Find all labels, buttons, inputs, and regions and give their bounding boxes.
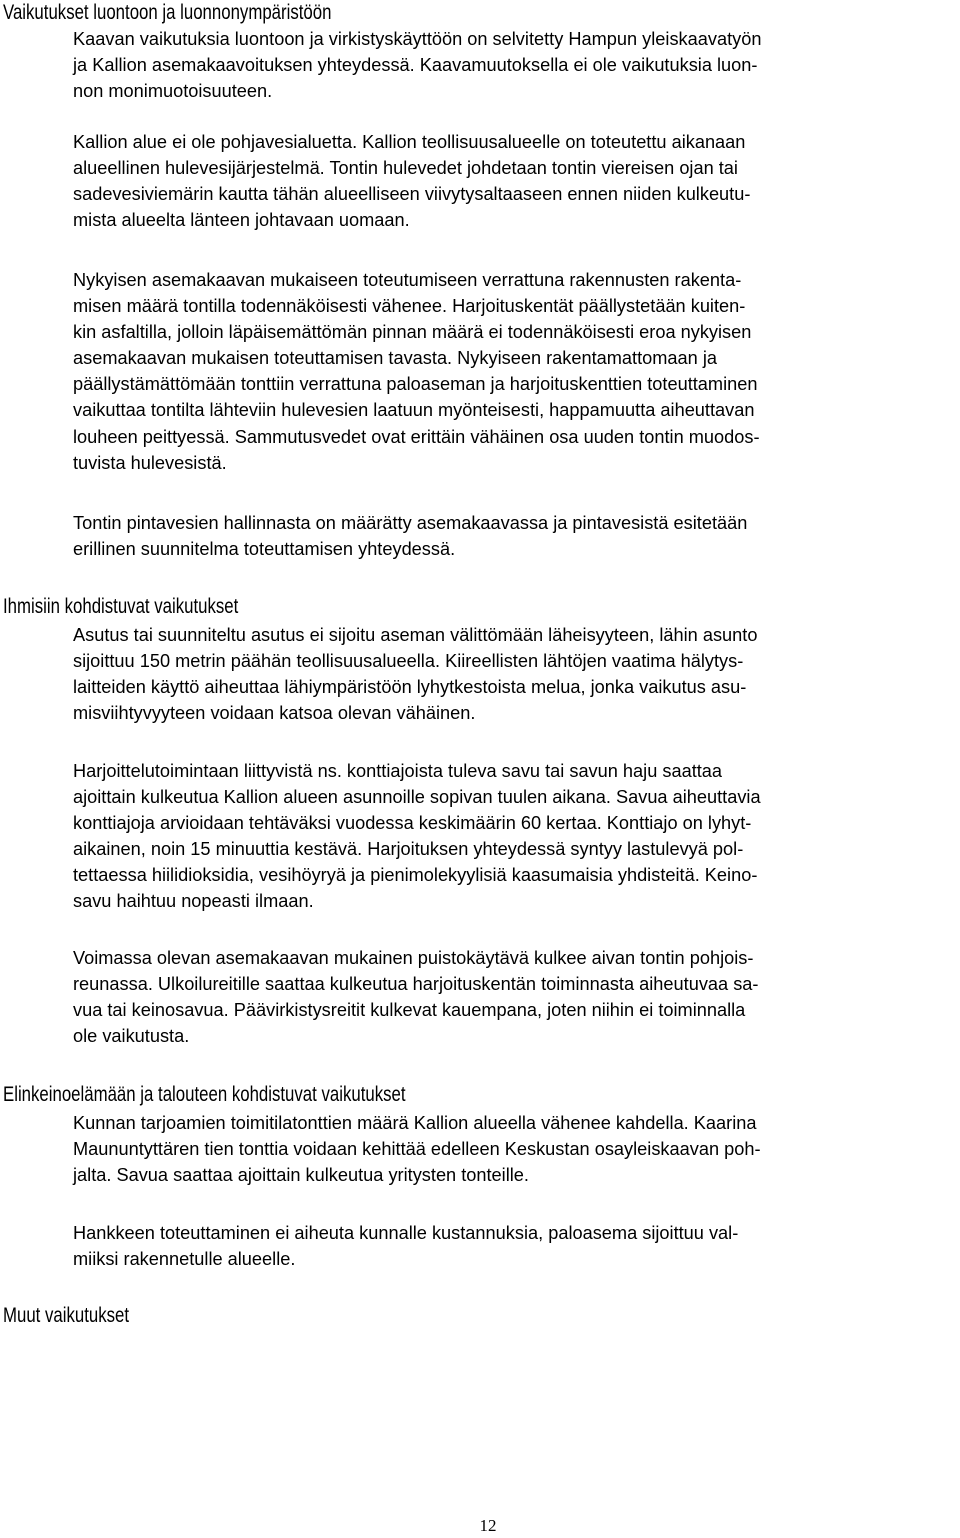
text-line: sijoittuu 150 metrin päähän teollisuusalueella. Kiireellisten lähtöjen vaatima hälytys- [73,651,744,672]
text-line: miiksi rakennetulle alueelle. [73,1249,296,1270]
text-line: misviihtyvyyteen voidaan katsoa olevan vähäinen. [73,703,476,724]
text-line: ja Kallion asemakaavoituksen yhteydessä. Kaavamuutoksella ei ole vaikutuksia luon- [73,55,758,76]
text-line: erillinen suunnitelma toteuttamisen yhteydessä. [73,539,456,560]
text-line: louheen peittyessä. Sammutusvedet ovat erittäin vähäinen osa uuden tontin muodos- [73,426,760,447]
section-heading-nature: Vaikutukset luontoon ja luonnonympäristöön [3,1,332,24]
text-line: sadevesiviemärin kautta tähän alueelliseen viivytysaltaaseen ennen niiden kulkeutu- [73,184,751,205]
paragraph-business-plots [73,1110,958,1188]
paragraph-stormwater [73,267,958,476]
text-line: tettaessa hiilidioksidia, vesihöyryä ja pienimolekyylisiä kaasumaisia yhdisteitä. Keino- [73,865,758,886]
paragraph-costs [73,1220,958,1272]
paragraph-housing-noise [73,622,958,726]
text-line: Kallion alue ei ole pohjavesialuetta. Kallion teollisuusalueelle on toteutettu aikanaan [73,132,746,152]
text-line: aikainen, noin 15 minuuttia kestävä. Harjoituksen yhteydessä syntyy lastulevyä pol- [73,839,744,860]
text-line: Hankkeen toteuttaminen ei aiheuta kunnalle kustannuksia, paloasema sijoittuu val- [73,1223,739,1243]
text-line: vua tai keinosavua. Päävirkistysreitit kulkevat kauempana, joten niihin ei toiminnalla [73,1000,746,1021]
text-line: Nykyisen asemakaavan mukaiseen toteutumiseen verrattuna rakennusten rakenta- [73,270,742,290]
section-heading-economy: Elinkeinoelämään ja talouteen kohdistuvat vaikutukset [3,1083,406,1106]
text-line: Asutus tai suunniteltu asutus ei sijoitu aseman välittömään läheisyyteen, lähin asunto [73,625,758,645]
text-line: Kaavan vaikutuksia luontoon ja virkistyskäyttöön on selvitetty Hampun yleiskaavatyön [73,29,762,49]
text-line: jalta. Savua saattaa ajoittain kulkeutua yritysten tonteille. [73,1165,529,1186]
text-line: Maununtyttären tien tonttia voidaan kehittää edelleen Keskustan osayleiskaavan poh- [73,1139,761,1160]
text-line: Kunnan tarjoamien toimitilatonttien määrä Kallion alueella vähenee kahdella. Kaarina [73,1113,757,1133]
text-line: Tontin pintavesien hallinnasta on määrätty asemakaavassa ja pintavesistä esitetään [73,513,748,533]
paragraph-groundwater [73,129,958,233]
page-number: 12 [479,1516,497,1535]
text-line: savu haihtuu nopeasti ilmaan. [73,891,314,912]
text-line: kin asfaltilla, jolloin läpäisemättömän pinnan määrä ei todennäköisesti eroa nykyisen [73,322,752,343]
paragraph-park-path [73,945,958,1049]
text-line: misen määrä tontilla todennäköisesti vähenee. Harjoituskentät päällystetään kuiten- [73,296,746,317]
text-line: vaikuttaa tontilta lähteviin hulevesien laatuun myönteisesti, happamuutta aiheuttavan [73,400,755,421]
text-line: asemakaavan mukaisen toteuttamisen tavasta. Nykyiseen rakentamattomaan ja [73,348,717,369]
text-line: tuvista hulevesistä. [73,452,227,473]
section-heading-people: Ihmisiin kohdistuvat vaikutukset [3,595,239,618]
paragraph-nature-intro [73,26,958,104]
text-line: Harjoittelutoimintaan liittyvistä ns. konttiajoista tuleva savu tai savun haju saattaa [73,761,723,781]
text-line: konttiajoja arvioidaan tehtäväksi vuodessa keskimäärin 60 kertaa. Konttiajo on lyhyt- [73,813,752,834]
text-line: non monimuotoisuuteen. [73,81,273,102]
text-line: reunassa. Ulkoilureitille saattaa kulkeutua harjoituskentän toiminnasta aiheutuvaa sa- [73,974,759,995]
section-heading-other: Muut vaikutukset [3,1304,130,1327]
text-line: päällystämättömään tonttiin verrattuna paloaseman ja harjoituskenttien toteuttaminen [73,374,758,395]
text-line: mista alueelta länteen johtavaan uomaan. [73,210,410,231]
text-line: ole vaikutusta. [73,1026,190,1047]
paragraph-surface-water [73,510,958,562]
text-line: laitteiden käyttö aiheuttaa lähiympäristöön lyhytkestoista melua, jonka vaikutus asu- [73,677,747,698]
paragraph-smoke [73,758,958,915]
text-line: alueellinen hulevesijärjestelmä. Tontin hulevedet johdetaan tontin viereisen ojan tai [73,158,738,179]
text-line: Voimassa olevan asemakaavan mukainen puistokäytävä kulkee aivan tontin pohjois- [73,948,754,968]
text-line: ajoittain kulkeutua Kallion alueen asunnoille sopivan tuulen aikana. Savua aiheuttavia [73,787,761,808]
